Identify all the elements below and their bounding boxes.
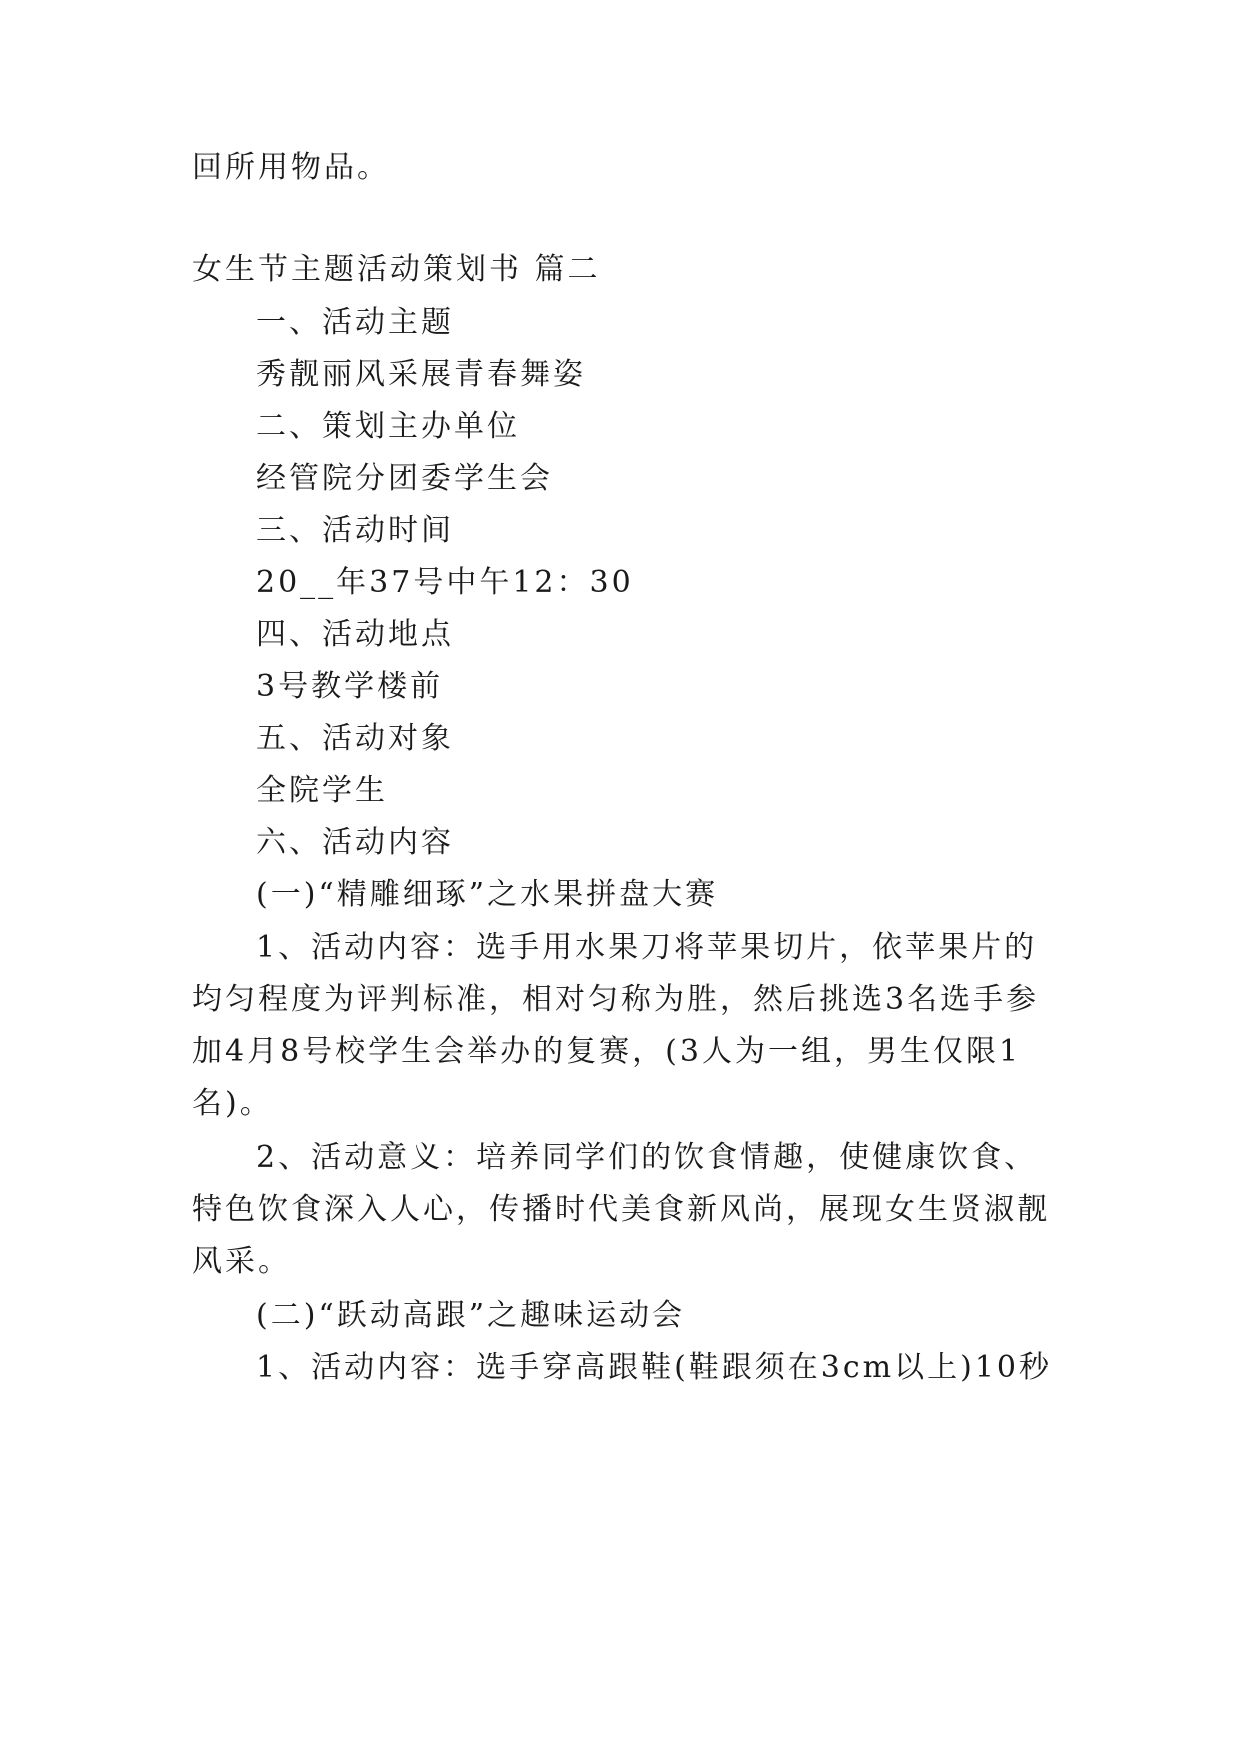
paragraph-line: 风采。 <box>192 1244 291 1279</box>
section-title: 女生节主题活动策划书 篇二 <box>192 252 601 287</box>
paragraph-line: 特色饮食深入人心，传播时代美食新风尚，展现女生贤淑靓 <box>192 1192 1050 1227</box>
paragraph-line: 均匀程度为评判标准，相对匀称为胜，然后挑选3名选手参 <box>192 982 1040 1017</box>
text-activity-audience: 全院学生 <box>256 773 388 808</box>
heading-activity-audience: 五、活动对象 <box>256 721 454 756</box>
heading-activity-location: 四、活动地点 <box>256 617 454 652</box>
text-line-continuation: 回所用物品。 <box>192 150 390 185</box>
text-activity-location: 3号教学楼前 <box>256 669 444 704</box>
heading-activity-theme: 一、活动主题 <box>256 305 454 340</box>
text-activity-time: 20__年37号中午12：30 <box>256 565 634 600</box>
text-activity-theme: 秀靓丽风采展青春舞姿 <box>256 357 586 392</box>
subheading-fruit-platter: (一)“精雕细琢”之水果拼盘大赛 <box>256 877 719 912</box>
heading-activity-time: 三、活动时间 <box>256 513 454 548</box>
heading-organizer: 二、策划主办单位 <box>256 409 520 444</box>
paragraph-line: 1、活动内容：选手用水果刀将苹果切片，依苹果片的 <box>256 930 1038 965</box>
paragraph-line: 加4月8号校学生会举办的复赛，(3人为一组，男生仅限1 <box>192 1034 1022 1069</box>
paragraph-line: 名)。 <box>192 1086 273 1121</box>
paragraph-line: 2、活动意义：培养同学们的饮食情趣，使健康饮食、 <box>256 1140 1038 1175</box>
text-organizer: 经管院分团委学生会 <box>256 461 553 496</box>
heading-activity-content: 六、活动内容 <box>256 825 454 860</box>
subheading-high-heels-games: (二)“跃动高跟”之趣味运动会 <box>256 1298 686 1333</box>
paragraph-line: 1、活动内容：选手穿高跟鞋(鞋跟须在3cm以上)10秒 <box>256 1350 1053 1385</box>
